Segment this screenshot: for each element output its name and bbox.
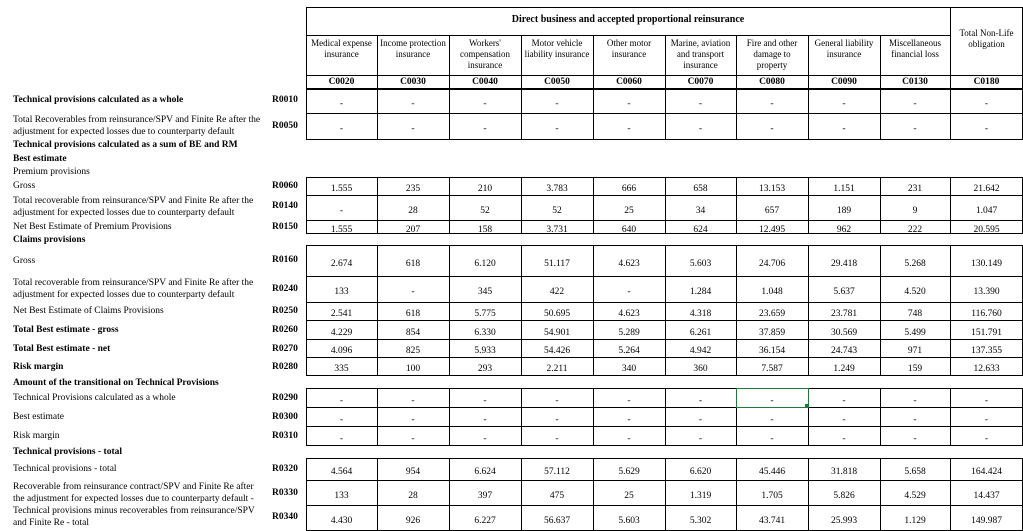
label-premium-provisions: Premium provisions: [13, 167, 90, 177]
grid-line: [306, 339, 1023, 340]
table-cell[interactable]: 13.153: [758, 184, 786, 194]
table-cell[interactable]: 4.096: [330, 346, 353, 356]
table-cell[interactable]: -: [627, 415, 631, 425]
table-cell[interactable]: 28: [408, 491, 418, 501]
row-code: R0340: [272, 512, 298, 522]
table-cell[interactable]: 100: [405, 364, 421, 374]
column-code: C0130: [902, 77, 928, 87]
table-cell[interactable]: -: [984, 124, 989, 134]
table-cell[interactable]: -: [770, 434, 774, 444]
table-cell[interactable]: -: [984, 434, 989, 444]
table-cell[interactable]: 624: [693, 225, 708, 235]
table-cell[interactable]: 14.437: [973, 491, 1000, 501]
table-cell[interactable]: -: [483, 124, 487, 134]
table-cell[interactable]: -: [842, 396, 846, 406]
table-cell[interactable]: 29.418: [830, 259, 858, 269]
label-rec-contract: Recoverable from reinsurance contract/SPV and Finite Re after: [13, 482, 254, 492]
table-cell[interactable]: -: [483, 434, 487, 444]
label-tp-total-head: Technical provisions - total: [13, 447, 122, 457]
table-cell[interactable]: -: [411, 99, 415, 109]
table-cell[interactable]: 37.859: [758, 328, 786, 338]
table-cell[interactable]: -: [627, 287, 631, 297]
table-cell[interactable]: -: [411, 396, 415, 406]
grid-line: [306, 276, 1023, 277]
table-cell[interactable]: -: [698, 124, 703, 134]
table-cell[interactable]: -: [555, 415, 559, 425]
row-code: R0280: [272, 362, 298, 372]
table-cell[interactable]: -: [842, 124, 846, 134]
table-cell[interactable]: 158: [477, 225, 493, 235]
row-code: R0050: [272, 121, 298, 131]
table-cell[interactable]: 4.623: [618, 309, 640, 319]
label-transitional: Amount of the transitional on Technical Provisions: [13, 378, 219, 388]
table-cell[interactable]: 1.555: [330, 184, 353, 194]
row-code: R0310: [272, 431, 298, 441]
grid-line: [306, 113, 1023, 114]
column-header: Other motor insurance: [606, 38, 652, 59]
table-cell[interactable]: 23.659: [758, 309, 786, 319]
column-header: Workers' compensation insurance: [460, 38, 510, 70]
table-cell[interactable]: -: [627, 99, 631, 109]
label-gross-2: Gross: [13, 256, 36, 266]
table-cell[interactable]: 25: [624, 206, 634, 216]
table-cell[interactable]: -: [627, 396, 631, 406]
fill-handle[interactable]: [805, 404, 809, 408]
table-cell[interactable]: 1.555: [330, 225, 353, 235]
table-cell[interactable]: 666: [621, 184, 637, 194]
label-adj-counterparty: adjustment for expected losses due to counterparty default: [13, 127, 235, 137]
table-cell[interactable]: -: [483, 396, 487, 406]
column-code: C0020: [328, 77, 355, 87]
column-header: Marine, aviation and transport insurance: [670, 38, 731, 70]
table-cell[interactable]: 854: [405, 328, 421, 338]
table-cell[interactable]: 422: [549, 287, 565, 297]
table-cell[interactable]: 5.268: [904, 259, 926, 269]
table-cell[interactable]: 5.637: [833, 287, 855, 297]
table-cell[interactable]: 12.495: [758, 225, 786, 235]
column-header: Income protection insurance: [380, 38, 446, 59]
table-cell[interactable]: 657: [764, 206, 780, 216]
label-tp-sum: Technical provisions calculated as a sum of BE and RM: [13, 140, 238, 150]
table-cell[interactable]: 6.261: [689, 328, 712, 338]
table-cell[interactable]: 5.629: [618, 467, 640, 477]
table-cell[interactable]: -: [698, 396, 703, 406]
table-cell[interactable]: -: [913, 396, 917, 406]
table-cell[interactable]: -: [698, 434, 703, 444]
table-cell[interactable]: 9: [912, 206, 918, 216]
row-code: R0270: [272, 344, 298, 354]
table-cell[interactable]: 164.424: [971, 467, 1002, 477]
table-cell[interactable]: 3.731: [546, 225, 568, 235]
row-code: R0320: [272, 464, 298, 474]
label-adj-counterparty-3: adjustment for expected losses due to counterparty default: [13, 290, 235, 300]
table-cell[interactable]: 6.620: [689, 467, 712, 477]
table-cell[interactable]: 5.933: [474, 346, 496, 356]
row-code: R0260: [272, 325, 298, 335]
table-cell[interactable]: 345: [477, 287, 493, 297]
column-code: C0090: [831, 77, 857, 87]
table-cell[interactable]: 2.211: [546, 364, 568, 374]
table-cell[interactable]: 1.319: [689, 491, 712, 501]
column-header: General liability insurance: [814, 38, 874, 59]
table-cell[interactable]: 6.120: [474, 259, 496, 269]
table-cell[interactable]: -: [770, 99, 774, 109]
table-cell[interactable]: -: [698, 415, 703, 425]
table-cell[interactable]: 1.151: [833, 184, 855, 194]
grid-line: [306, 302, 1023, 303]
label-gross: Gross: [13, 181, 36, 191]
table-cell[interactable]: 54.901: [543, 328, 571, 338]
table-cell[interactable]: 159: [907, 364, 923, 374]
label-risk-margin: Risk margin: [13, 362, 64, 372]
grid-line: [306, 505, 1023, 506]
table-cell[interactable]: 50.695: [543, 309, 571, 319]
label-total-be-gross: Total Best estimate - gross: [13, 325, 119, 335]
row-code: R0160: [272, 255, 298, 265]
table-cell[interactable]: 116.760: [971, 309, 1002, 319]
grid-line: [306, 220, 1023, 221]
table-cell[interactable]: 962: [836, 225, 852, 235]
label-adj-counterparty-dash: the adjustment for expected losses due to counterparty default -: [13, 494, 254, 504]
table-cell[interactable]: 23.781: [830, 309, 858, 319]
label-net-premium: Net Best Estimate of Premium Provisions: [13, 222, 172, 232]
column-code: C0180: [973, 77, 1000, 87]
table-cell[interactable]: 4.318: [689, 309, 712, 319]
table-cell[interactable]: 7.587: [761, 364, 783, 374]
label-risk-margin-2: Risk margin: [13, 431, 60, 441]
label-adj-counterparty-2: adjustment for expected losses due to counterparty default: [13, 208, 235, 218]
table-cell[interactable]: 1.705: [761, 491, 783, 501]
table-cell[interactable]: 926: [405, 516, 421, 526]
column-code: C0040: [472, 77, 498, 87]
label-best-estimate-2: Best estimate: [13, 412, 64, 422]
table-cell[interactable]: -: [698, 99, 703, 109]
label-total-rec-after: Total recoverable from reinsurance/SPV and Finite Re after the: [13, 196, 254, 206]
row-code: R0060: [272, 181, 298, 191]
table-cell[interactable]: -: [411, 124, 415, 134]
selected-cell[interactable]: [736, 388, 809, 408]
table-cell[interactable]: 137.355: [971, 346, 1002, 356]
table-cell[interactable]: -: [913, 99, 917, 109]
label-best-estimate: Best estimate: [13, 154, 67, 164]
column-code: C0070: [687, 77, 714, 87]
table-cell[interactable]: -: [411, 434, 415, 444]
column-code: C0080: [759, 77, 785, 87]
table-cell[interactable]: -: [339, 396, 344, 406]
table-cell[interactable]: -: [627, 434, 631, 444]
table-cell[interactable]: 34: [695, 206, 706, 216]
table-cell[interactable]: -: [339, 124, 344, 134]
group-header: Direct business and accepted proportional reinsurance: [511, 14, 745, 25]
column-header: Medical expense insurance: [311, 38, 372, 59]
table-cell[interactable]: 207: [405, 225, 421, 235]
label-claims-provisions: Claims provisions: [13, 235, 86, 245]
table-cell[interactable]: 5.826: [833, 491, 855, 501]
table-cell[interactable]: 21.642: [973, 184, 1000, 194]
table-cell[interactable]: 293: [477, 364, 493, 374]
table-cell[interactable]: -: [555, 396, 559, 406]
table-cell[interactable]: -: [555, 434, 559, 444]
table-cell[interactable]: 4.520: [904, 287, 926, 297]
label-finite-total: and Finite Re - total: [13, 518, 89, 528]
row-code: R0250: [272, 306, 298, 316]
table-cell[interactable]: 36.154: [758, 346, 786, 356]
table-cell[interactable]: 825: [405, 346, 421, 356]
table-cell[interactable]: 748: [907, 309, 923, 319]
label-net-claims: Net Best Estimate of Claims Provisions: [13, 306, 164, 316]
table-cell[interactable]: 25.993: [830, 516, 858, 526]
column-header: Fire and other damage to property: [746, 38, 798, 70]
table-cell[interactable]: -: [411, 415, 415, 425]
table-cell[interactable]: -: [984, 415, 989, 425]
table-cell[interactable]: -: [913, 415, 917, 425]
table-cell[interactable]: 397: [477, 491, 493, 501]
table-cell[interactable]: 5.775: [474, 309, 496, 319]
label-tp-total: Technical provisions - total: [13, 464, 117, 474]
table-cell[interactable]: 52: [480, 206, 490, 216]
table-cell[interactable]: -: [913, 434, 917, 444]
table-cell[interactable]: 149.987: [971, 516, 1002, 526]
table-cell[interactable]: 25: [624, 491, 634, 501]
table-cell[interactable]: 4.229: [330, 328, 353, 338]
table-cell[interactable]: -: [770, 396, 774, 406]
row-code: R0010: [272, 95, 298, 105]
table-cell[interactable]: 5.302: [689, 516, 712, 526]
label-tp-whole-2: Technical Provisions calculated as a whole: [13, 393, 176, 403]
table-cell[interactable]: -: [339, 206, 344, 216]
table-cell[interactable]: 210: [477, 184, 493, 194]
table-cell[interactable]: -: [411, 287, 415, 297]
table-cell[interactable]: 4.430: [330, 516, 353, 526]
label-tp-whole: Technical provisions calculated as a whole: [13, 95, 184, 105]
row-code: R0150: [272, 222, 298, 232]
grid-line: [306, 480, 1023, 481]
table-cell[interactable]: 5.289: [618, 328, 640, 338]
table-cell[interactable]: 5.603: [618, 516, 640, 526]
table-cell[interactable]: -: [339, 99, 344, 109]
row-code: R0140: [272, 201, 298, 211]
table-cell[interactable]: 12.633: [973, 364, 1000, 374]
label-tr-after: Total Recoverables from reinsurance/SPV and Finite Re after the: [13, 115, 261, 125]
table-cell[interactable]: -: [339, 434, 344, 444]
table-cell[interactable]: 4.529: [904, 491, 926, 501]
label-tp-minus: Technical provisions minus recoverables from reinsurance/SPV: [13, 506, 255, 516]
table-cell[interactable]: 475: [549, 491, 565, 501]
column-code: C0030: [400, 77, 426, 87]
table-cell[interactable]: 222: [907, 225, 923, 235]
table-cell[interactable]: 618: [405, 309, 421, 319]
table-cell[interactable]: 28: [408, 206, 418, 216]
label-total-rec-after-2: Total recoverable from reinsurance/SPV and Finite Re after the: [13, 278, 254, 288]
table-cell[interactable]: -: [339, 415, 344, 425]
table-cell[interactable]: -: [984, 99, 989, 109]
grid-line: [306, 195, 1023, 196]
column-header: Motor vehicle liability insurance: [524, 38, 590, 59]
total-header: Total Non-Life obligation: [959, 28, 1014, 49]
table-cell[interactable]: 1.284: [689, 287, 712, 297]
table-cell[interactable]: 1.047: [975, 206, 998, 216]
row-code: R0290: [272, 393, 298, 403]
table-cell[interactable]: 189: [836, 206, 852, 216]
table-cell[interactable]: 2.674: [330, 259, 353, 269]
grid-line: [306, 320, 1023, 321]
table-cell[interactable]: -: [770, 415, 774, 425]
table-cell[interactable]: -: [627, 124, 631, 134]
table-cell[interactable]: 954: [405, 467, 421, 477]
table-cell[interactable]: 57.112: [544, 467, 570, 477]
table-cell[interactable]: 151.791: [971, 328, 1002, 338]
table-cell[interactable]: -: [984, 396, 989, 406]
table-cell[interactable]: 4.942: [689, 346, 712, 356]
table-cell[interactable]: -: [483, 415, 487, 425]
table-cell[interactable]: 360: [693, 364, 708, 374]
table-cell[interactable]: 130.149: [971, 259, 1002, 269]
row-code: R0300: [272, 412, 298, 422]
grid-line: [306, 426, 1023, 427]
column-header: Miscellaneous financial loss: [889, 38, 941, 59]
table-cell[interactable]: -: [842, 434, 846, 444]
table-cell[interactable]: 6.624: [474, 467, 496, 477]
table-cell[interactable]: 5.658: [904, 467, 926, 477]
table-cell[interactable]: 133: [334, 287, 349, 297]
label-total-be-net: Total Best estimate - net: [13, 344, 111, 354]
grid-line: [306, 7, 1023, 8]
table-cell[interactable]: 658: [693, 184, 708, 194]
table-cell[interactable]: 31.818: [830, 467, 858, 477]
data-grid: [306, 0, 1023, 531]
table-cell[interactable]: 618: [405, 259, 421, 269]
table-cell[interactable]: 235: [405, 184, 421, 194]
grid-line: [306, 407, 1023, 408]
table-cell[interactable]: 5.499: [904, 328, 926, 338]
table-cell[interactable]: -: [842, 99, 846, 109]
table-cell[interactable]: 1.048: [761, 287, 783, 297]
table-cell[interactable]: 6.330: [474, 328, 496, 338]
table-cell[interactable]: 4.564: [330, 467, 353, 477]
table-cell[interactable]: 20.595: [973, 225, 1000, 235]
table-cell[interactable]: 3.783: [546, 184, 568, 194]
table-cell[interactable]: 2.541: [330, 309, 353, 319]
table-cell[interactable]: -: [913, 124, 917, 134]
table-cell[interactable]: 45.446: [758, 467, 786, 477]
table-cell[interactable]: -: [842, 415, 846, 425]
table-cell[interactable]: 5.603: [689, 259, 712, 269]
table-cell[interactable]: 1.129: [904, 516, 926, 526]
table-cell[interactable]: 13.390: [973, 287, 1000, 297]
table-cell[interactable]: 24.706: [758, 259, 786, 269]
table-cell[interactable]: 43.741: [758, 516, 786, 526]
table-cell[interactable]: 52: [552, 206, 562, 216]
table-cell[interactable]: 56.637: [543, 516, 571, 526]
row-code: R0240: [272, 284, 298, 294]
table-cell[interactable]: -: [555, 124, 559, 134]
table-cell[interactable]: 971: [907, 346, 923, 356]
table-cell[interactable]: -: [483, 99, 487, 109]
table-cell[interactable]: 5.264: [618, 346, 640, 356]
table-cell[interactable]: 6.227: [474, 516, 496, 526]
column-code: C0050: [544, 77, 570, 87]
table-cell[interactable]: 133: [334, 491, 349, 501]
column-code: C0060: [616, 77, 642, 87]
table-cell[interactable]: 51.117: [544, 259, 570, 269]
table-cell[interactable]: 1.249: [833, 364, 855, 374]
row-code: R0330: [272, 488, 298, 498]
table-cell[interactable]: 30.569: [830, 328, 858, 338]
table-cell[interactable]: -: [555, 99, 559, 109]
table-cell[interactable]: 4.623: [618, 259, 640, 269]
table-cell[interactable]: 335: [334, 364, 349, 374]
table-cell[interactable]: 24.743: [830, 346, 858, 356]
table-cell[interactable]: -: [770, 124, 774, 134]
table-cell[interactable]: 340: [621, 364, 637, 374]
grid-line: [306, 357, 1023, 358]
table-cell[interactable]: 231: [907, 184, 923, 194]
table-cell[interactable]: 54.426: [543, 346, 571, 356]
table-cell[interactable]: 640: [621, 225, 637, 235]
grid-line: [306, 35, 950, 36]
